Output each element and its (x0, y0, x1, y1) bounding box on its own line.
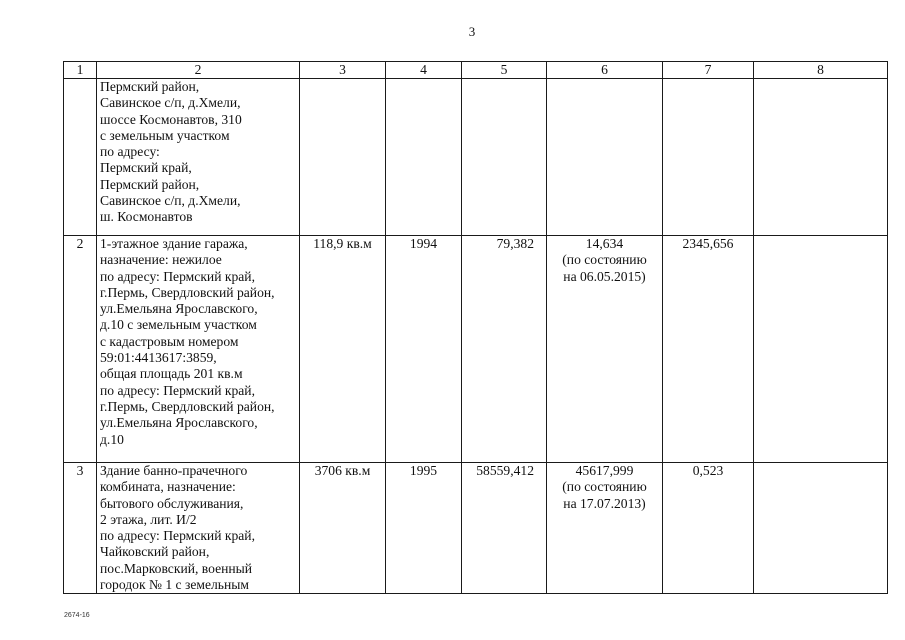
page-number: 3 (468, 24, 476, 39)
table-row (64, 463, 888, 594)
row-col5: 58559,412 (462, 463, 547, 594)
row-year: 1994 (386, 236, 462, 463)
row-col5 (462, 79, 547, 236)
header-cell-4: 4 (386, 62, 462, 79)
row-col6: 14,634 (по состоянию на 06.05.2015) (547, 236, 663, 463)
header-cell-3: 3 (300, 62, 386, 79)
table-row (64, 236, 888, 463)
row-col8 (754, 236, 888, 463)
row-col8 (754, 79, 888, 236)
row-description: Пермский район, Савинское с/п, д.Хмели, шоссе Космонавтов, 310 с земельным участком по адресу: Пермский край, Пермский район, Савинское с/п, д.Хмели, ш. Космонавтов (97, 79, 300, 236)
row-col6: 45617,999 (по состоянию на 17.07.2013) (547, 463, 663, 594)
row-col8 (754, 463, 888, 594)
row-col7 (663, 79, 754, 236)
header-cell-8: 8 (754, 62, 888, 79)
row-col6 (547, 79, 663, 236)
row-year: 1995 (386, 463, 462, 594)
header-cell-6: 6 (547, 62, 663, 79)
row-area: 3706 кв.м (300, 463, 386, 594)
header-cell-1: 1 (64, 62, 97, 79)
row-description: Здание банно-прачечного комбината, назначение: бытового обслуживания, 2 этажа, лит. И/2 по адресу: Пермский край, Чайковский район, пос.Марковский, военный городок № 1 с земельным (97, 463, 300, 594)
header-cell-5: 5 (462, 62, 547, 79)
row-description: 1-этажное здание гаража, назначение: нежилое по адресу: Пермский край, г.Пермь, Свердловский район, ул.Емельяна Ярославского, д.10 с земельным участком с кадастровым номером 59:01:4413617:3859, общая площадь 201 кв.м по адресу: Пермский край, г.Пермь, Свердловский район, ул.Емельяна Ярославского, д.10 (97, 236, 300, 463)
row-year (386, 79, 462, 236)
row-col5: 79,382 (462, 236, 547, 463)
header-cell-7: 7 (663, 62, 754, 79)
row-number: 2 (64, 236, 97, 463)
row-area (300, 79, 386, 236)
property-table (63, 61, 888, 594)
table-row (64, 79, 888, 236)
row-col7: 0,523 (663, 463, 754, 594)
row-col7: 2345,656 (663, 236, 754, 463)
header-cell-2: 2 (97, 62, 300, 79)
row-area: 118,9 кв.м (300, 236, 386, 463)
table-header-row (64, 62, 888, 79)
row-number: 3 (64, 463, 97, 594)
row-number (64, 79, 97, 236)
document-code: 2674-16 (64, 612, 90, 619)
